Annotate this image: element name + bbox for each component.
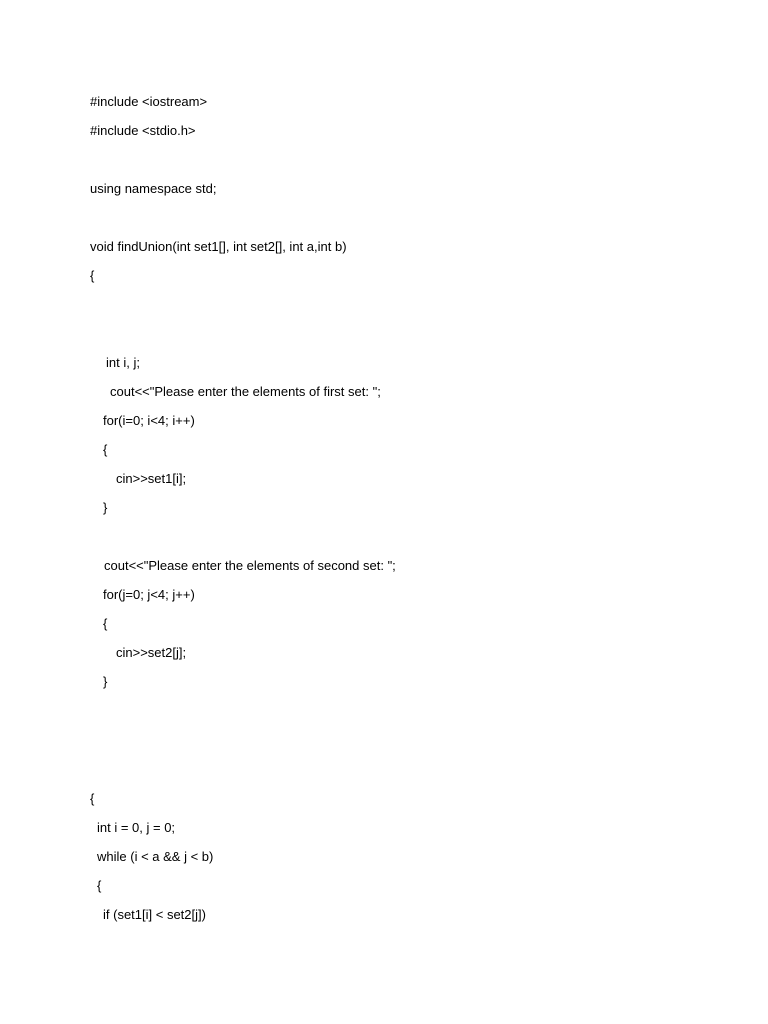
code-line: { xyxy=(97,878,102,893)
code-line: if (set1[i] < set2[j]) xyxy=(103,907,206,922)
code-line: #include <iostream> xyxy=(90,94,208,109)
code-line: { xyxy=(90,791,95,806)
code-line: cin>>set2[j]; xyxy=(116,645,187,660)
code-line: cout<<"Please enter the elements of first set: "; xyxy=(110,384,381,399)
code-line: { xyxy=(90,268,95,283)
code-line: } xyxy=(103,500,108,515)
code-line: int i, j; xyxy=(106,355,140,370)
code-line: cout<<"Please enter the elements of second set: "; xyxy=(104,558,396,573)
code-line: for(j=0; j<4; j++) xyxy=(103,587,195,602)
code-line: while (i < a && j < b) xyxy=(97,849,214,864)
code-line: void findUnion(int set1[], int set2[], int a,int b) xyxy=(90,239,347,254)
code-line: cin>>set1[i]; xyxy=(116,471,187,486)
code-line: #include <stdio.h> xyxy=(90,123,196,138)
code-line: { xyxy=(103,616,108,631)
code-line: } xyxy=(103,674,108,689)
code-line: int i = 0, j = 0; xyxy=(97,820,176,835)
code-line: using namespace std; xyxy=(90,181,217,196)
code-line: { xyxy=(103,442,108,457)
code-line: for(i=0; i<4; i++) xyxy=(103,413,195,428)
